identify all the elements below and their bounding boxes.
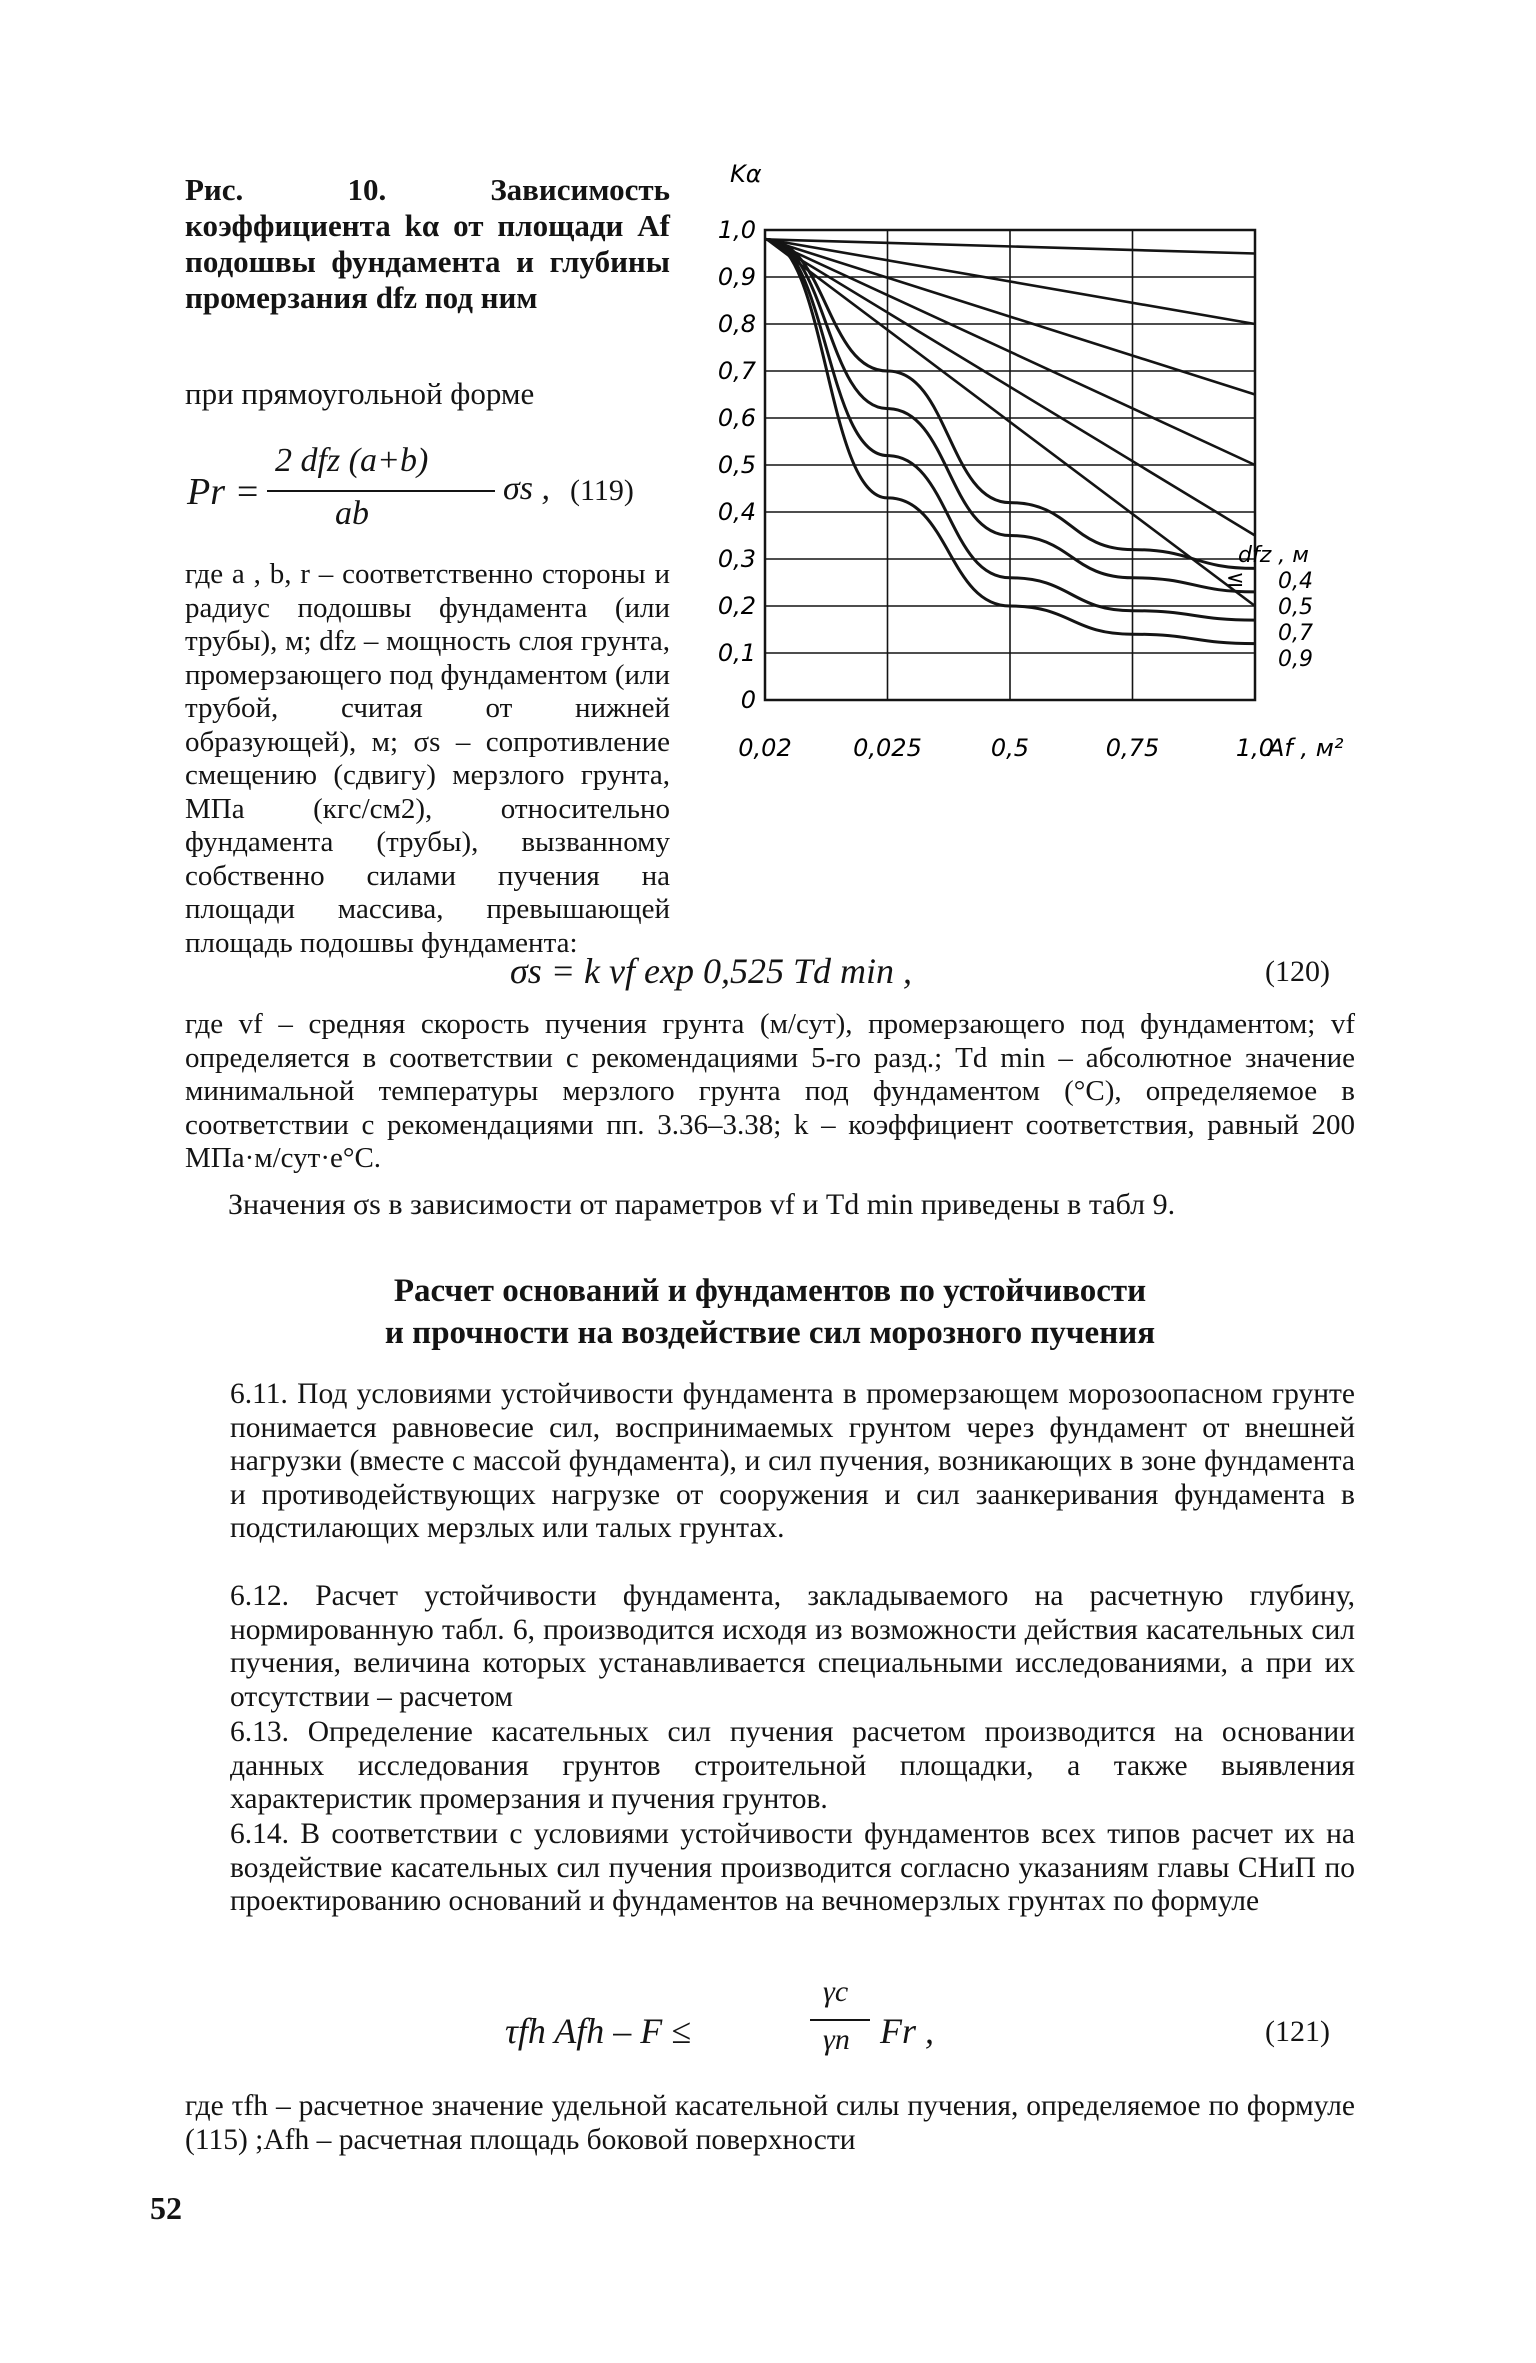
chart-legend-entry: 0,9: [1278, 647, 1313, 672]
chart-y-label: Kα: [730, 160, 762, 188]
chart-x-ticks: [738, 734, 1274, 762]
paragraph-6-13: [185, 1716, 1355, 1817]
chart-legend: [1278, 569, 1313, 672]
eq121-fraction-denominator: γn: [823, 2023, 850, 2056]
eq121-number: (121): [1265, 2015, 1330, 2048]
chart-y-tick-label: 0,4: [717, 498, 756, 526]
eq121-fraction-numerator: γc: [823, 1975, 849, 2008]
eq119-fraction-bar: [267, 490, 495, 492]
eq121-rhs: Fr ,: [880, 2011, 934, 2051]
ka-chart: [690, 160, 1370, 780]
chart-x-tick-label: 0,025: [853, 734, 922, 762]
eq119-numerator: 2 dfz (a+b): [275, 442, 429, 479]
section-heading: [185, 1270, 1355, 1354]
figure-caption: Рис. 10. Зависимость коэффициента kα от площади Af подошвы фундамента и глубины промерзания dfz под ним: [185, 172, 670, 315]
eq119-lhs: Pr =: [187, 471, 261, 513]
chart-x-tick-label: 0,75: [1105, 734, 1160, 762]
equation-121: [505, 1975, 1025, 2085]
section-heading-line2: и прочности на воздействие сил морозного пучения: [384, 1315, 1156, 1351]
chart-legend-title: dfz , м: [1238, 543, 1309, 568]
eq121-lhs: τfh Afh – F ≤: [505, 2011, 691, 2051]
eq120-number: (120): [1265, 955, 1330, 988]
chart-y-tick-label: 0,2: [717, 592, 756, 620]
eq121-fraction-bar: [810, 2019, 870, 2021]
chart-legend-entry: 0,7: [1278, 621, 1313, 646]
chart-x-tick-label: 0,5: [990, 734, 1030, 762]
paragraph-6-12-text: 6.12. Расчет устойчивости фундамента, закладываемого на расчетную глубину, нормированную табл. 6, производится исходя из возможности действия касательных сил пучения, величина которых устанавливается специальными исследованиями, а при их отсутствии – расчетом: [230, 1580, 1355, 1713]
chart-legend-entry: 0,4: [1278, 569, 1313, 594]
eq119-number: (119): [570, 474, 634, 507]
chart-diagonal-line: [767, 239, 1255, 465]
where-121-text: где τfh – расчетное значение удельной касательной силы пучения, определяемое по формуле (115) ;Afh – расчетная площадь боковой поверхности: [185, 2090, 1355, 2156]
chart-y-ticks: [718, 216, 757, 714]
where-120-text: где vf – средняя скорость пучения грунта (м/сут), промерзающего под фундаментом; vf определяется в соответствии с рекомендациями 5-го разд.; Td min – абсолютное значение минимальной температуры мерзлого грунта под фундаментом (°С), определяемое в соответствии с рекомендациями пп. 3.36–3.38; k – коэффициент соответствия, равный 200 МПа·м/сут·e°C.: [185, 1008, 1355, 1174]
chart-y-tick-label: 0,3: [717, 545, 756, 573]
page-number: 52: [150, 2190, 182, 2226]
paragraph-6-11: [185, 1378, 1355, 1546]
eq119-factor: σs ,: [503, 470, 550, 507]
chart-y-tick-label: 0,7: [717, 357, 756, 385]
section-heading-line1: Расчет оснований и фундаментов по устойчивости: [393, 1273, 1147, 1309]
paragraph-6-14-text: 6.14. В соответствии с условиями устойчивости фундаментов всех типов расчет их на воздействие касательных сил пучения производится согласно указаниям главы СНиП по проектированию оснований и фундаментов на вечномерзлых грунтах по формуле: [230, 1818, 1355, 1918]
where-119-text: где a , b, r – соответственно стороны и радиус подошвы фундамента (или трубы), м; dfz – мощность слоя грунта, промерзающего под фундаментом (или трубой, считая от нижней образующей), м; σs – сопротивление смещению (сдвигу) мерзлого грунта, МПа (кгс/см2), относительно фундамента (трубы), вызванному собственно силами пучения на площади массива, превышающей площадь подошвы фундамента:: [185, 558, 670, 959]
values-line: Значения σs в зависимости от параметров vf и Td min приведены в табл 9.: [228, 1188, 1176, 1221]
paragraph-6-12: [185, 1580, 1355, 1714]
chart-legend-entry: 0,5: [1278, 595, 1313, 620]
equation-119: [185, 440, 685, 550]
paragraph-6-13-text: 6.13. Определение касательных сил пучения расчетом производится на основании данных исследования грунтов строительной площадки, а также выявления характеристик промерзания и пучения грунтов.: [230, 1716, 1355, 1816]
chart-x-tick-label: 0,02: [738, 734, 792, 762]
chart-y-tick-label: 0,5: [717, 451, 756, 479]
chart-y-tick-label: 0,6: [717, 404, 756, 432]
equation-120: σs = k vf exp 0,525 Td min ,: [510, 951, 912, 991]
chart-x-label: Af , м²: [1268, 734, 1344, 762]
chart-y-tick-label: 1,0: [717, 216, 756, 244]
chart-legend-prefix: ≤: [1226, 567, 1245, 592]
chart-y-tick-label: 0,9: [717, 263, 756, 291]
eq119-denominator: ab: [335, 495, 369, 532]
paragraph-6-14: [185, 1818, 1355, 1919]
chart-y-tick-label: 0,8: [717, 310, 756, 338]
paragraph-6-11-text: 6.11. Под условиями устойчивости фундамента в промерзающем морозоопасном грунте понимается равновесие сил, воспринимаемых грунтом через фундамент от внешней нагрузки (вместе с массой фундамента), и сил пучения, возникающих в зоне фундамента и противодействующих нагрузке от сооружения и сил заанкеривания фундамента в подстилающих мерзлых или талых грунтах.: [230, 1378, 1355, 1545]
chart-diagonal-line: [767, 239, 1255, 535]
chart-x-tick-label: 1,0: [1235, 734, 1275, 762]
chart-grid: [765, 230, 1255, 700]
figure-note: при прямоугольной форме: [185, 376, 535, 411]
chart-y-tick-label: 0,1: [717, 639, 756, 667]
chart-y-tick-label: 0: [740, 686, 756, 714]
